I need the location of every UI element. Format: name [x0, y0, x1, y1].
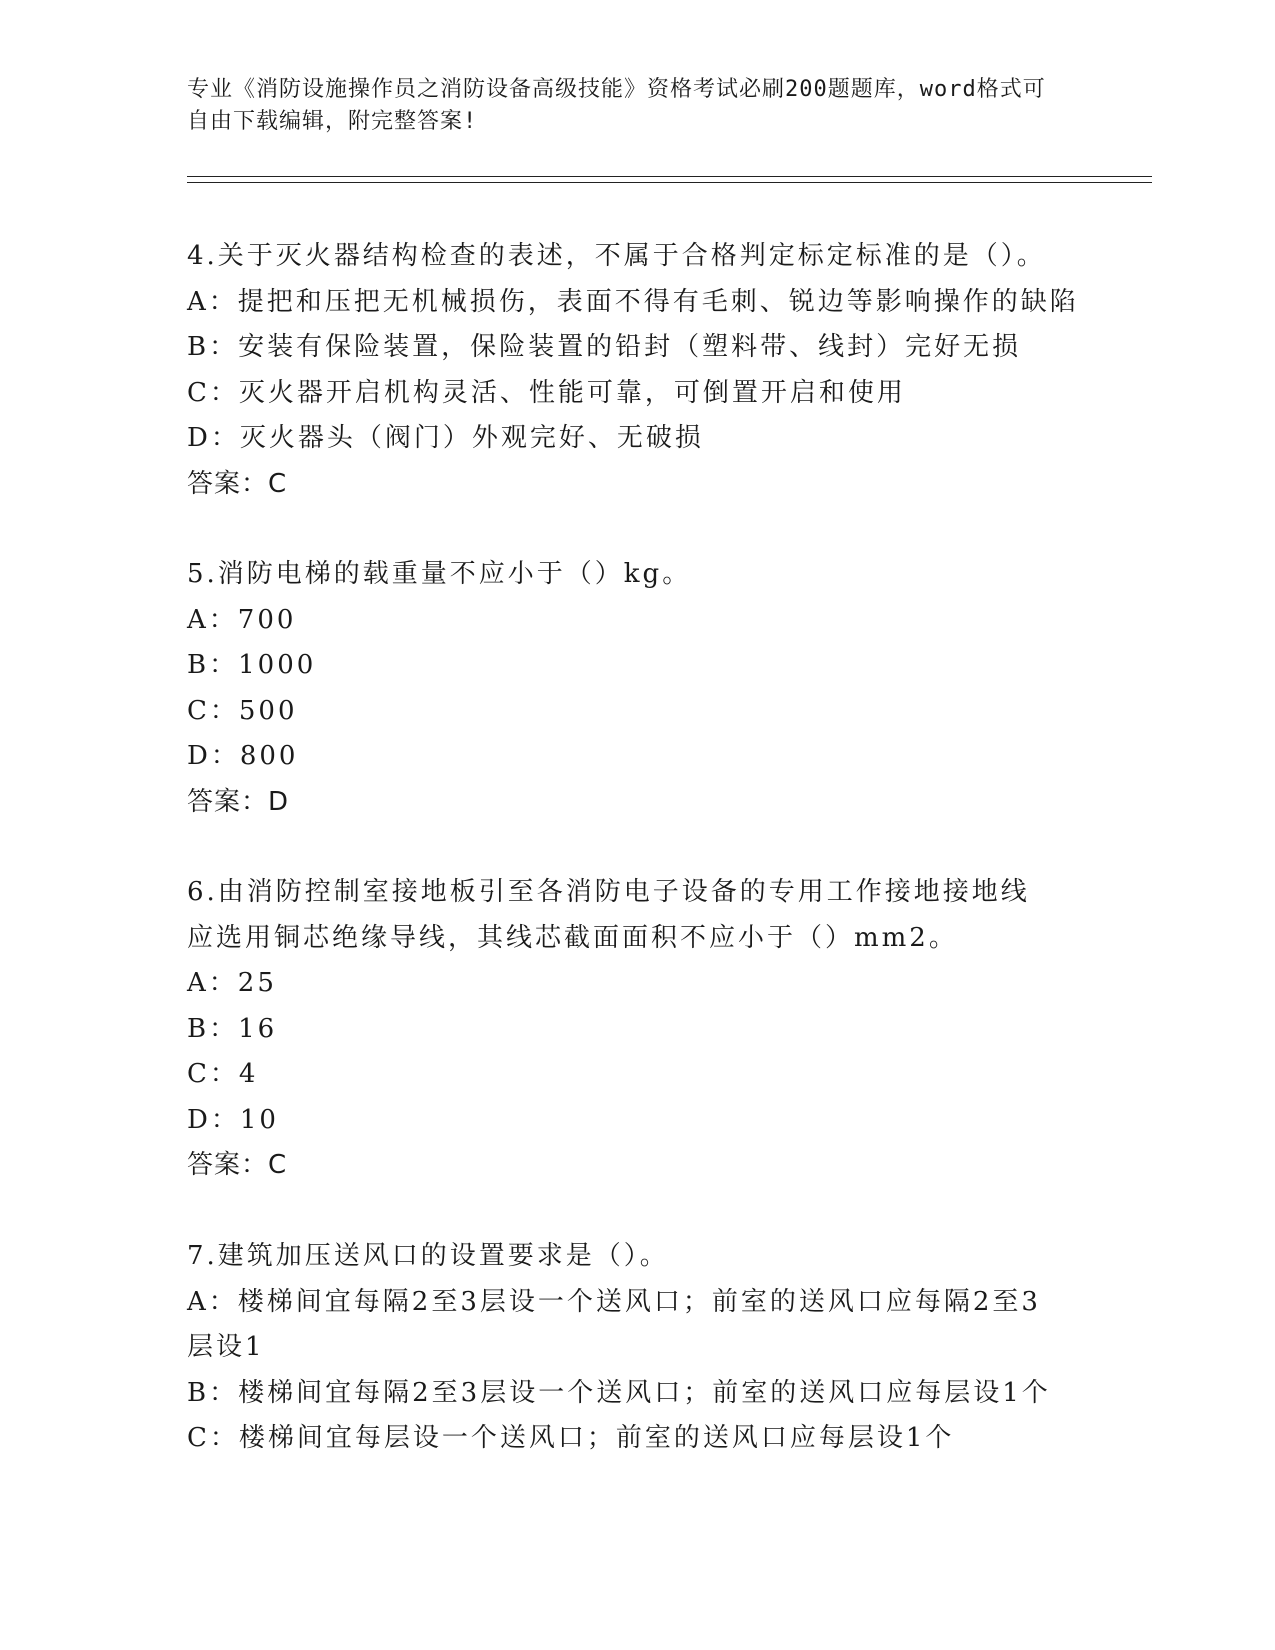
option-d: D：10: [187, 1104, 279, 1135]
option-a: A：25: [187, 968, 277, 998]
option-c: C：楼梯间宜每层设一个送风口；前室的送风口应每层设1个: [187, 1423, 955, 1453]
question-4: [187, 234, 1087, 507]
document-header: 专业《消防设施操作员之消防设备高级技能》资格考试必刷200题题库，word格式可自由下载编辑，附完整答案!: [187, 77, 1046, 134]
option-a: A：提把和压把无机械损伤，表面不得有毛刺、锐边等影响操作的缺陷: [187, 286, 1079, 317]
option-c: C：4: [187, 1059, 259, 1089]
question-6: [187, 870, 1087, 1189]
question-stem: 4.关于灭火器结构检查的表述，不属于合格判定标定标准的是（）。: [187, 241, 1046, 271]
option-a: A：700: [187, 604, 297, 635]
option-c: C：500: [187, 695, 298, 726]
option-b: B：1000: [187, 650, 317, 680]
option-c: C：灭火器开启机构灵活、性能可靠，可倒置开启和使用: [187, 377, 906, 408]
header-divider-bottom: [187, 182, 1152, 183]
option-b: B：16: [187, 1013, 278, 1044]
answer-label: 答案：C: [187, 468, 288, 499]
answer-label: 答案：D: [187, 786, 290, 817]
question-stem: 6.由消防控制室接地板引至各消防电子设备的专用工作接地接地线应选用铜芯绝缘导线，其线芯截面面积不应小于（）mm2。: [187, 877, 1030, 953]
question-stem: 5.消防电梯的载重量不应小于（）kg。: [187, 559, 692, 589]
question-stem: 7.建筑加压送风口的设置要求是（）。: [187, 1241, 669, 1271]
option-a: A：楼梯间宜每隔2至3层设一个送风口；前室的送风口应每隔2至3层设1: [187, 1286, 1041, 1362]
option-b: B：安装有保险装置，保险装置的铅封（塑料带、线封）完好无损: [187, 332, 1022, 362]
option-d: D：800: [187, 741, 299, 771]
header-divider-top: [187, 176, 1152, 177]
answer-label: 答案：C: [187, 1150, 288, 1180]
option-b: B：楼梯间宜每隔2至3层设一个送风口；前室的送风口应每层设1个: [187, 1377, 1051, 1408]
question-5: [187, 552, 1087, 825]
question-7: [187, 1234, 1087, 1462]
option-d: D：灭火器头（阀门）外观完好、无破损: [187, 423, 704, 453]
